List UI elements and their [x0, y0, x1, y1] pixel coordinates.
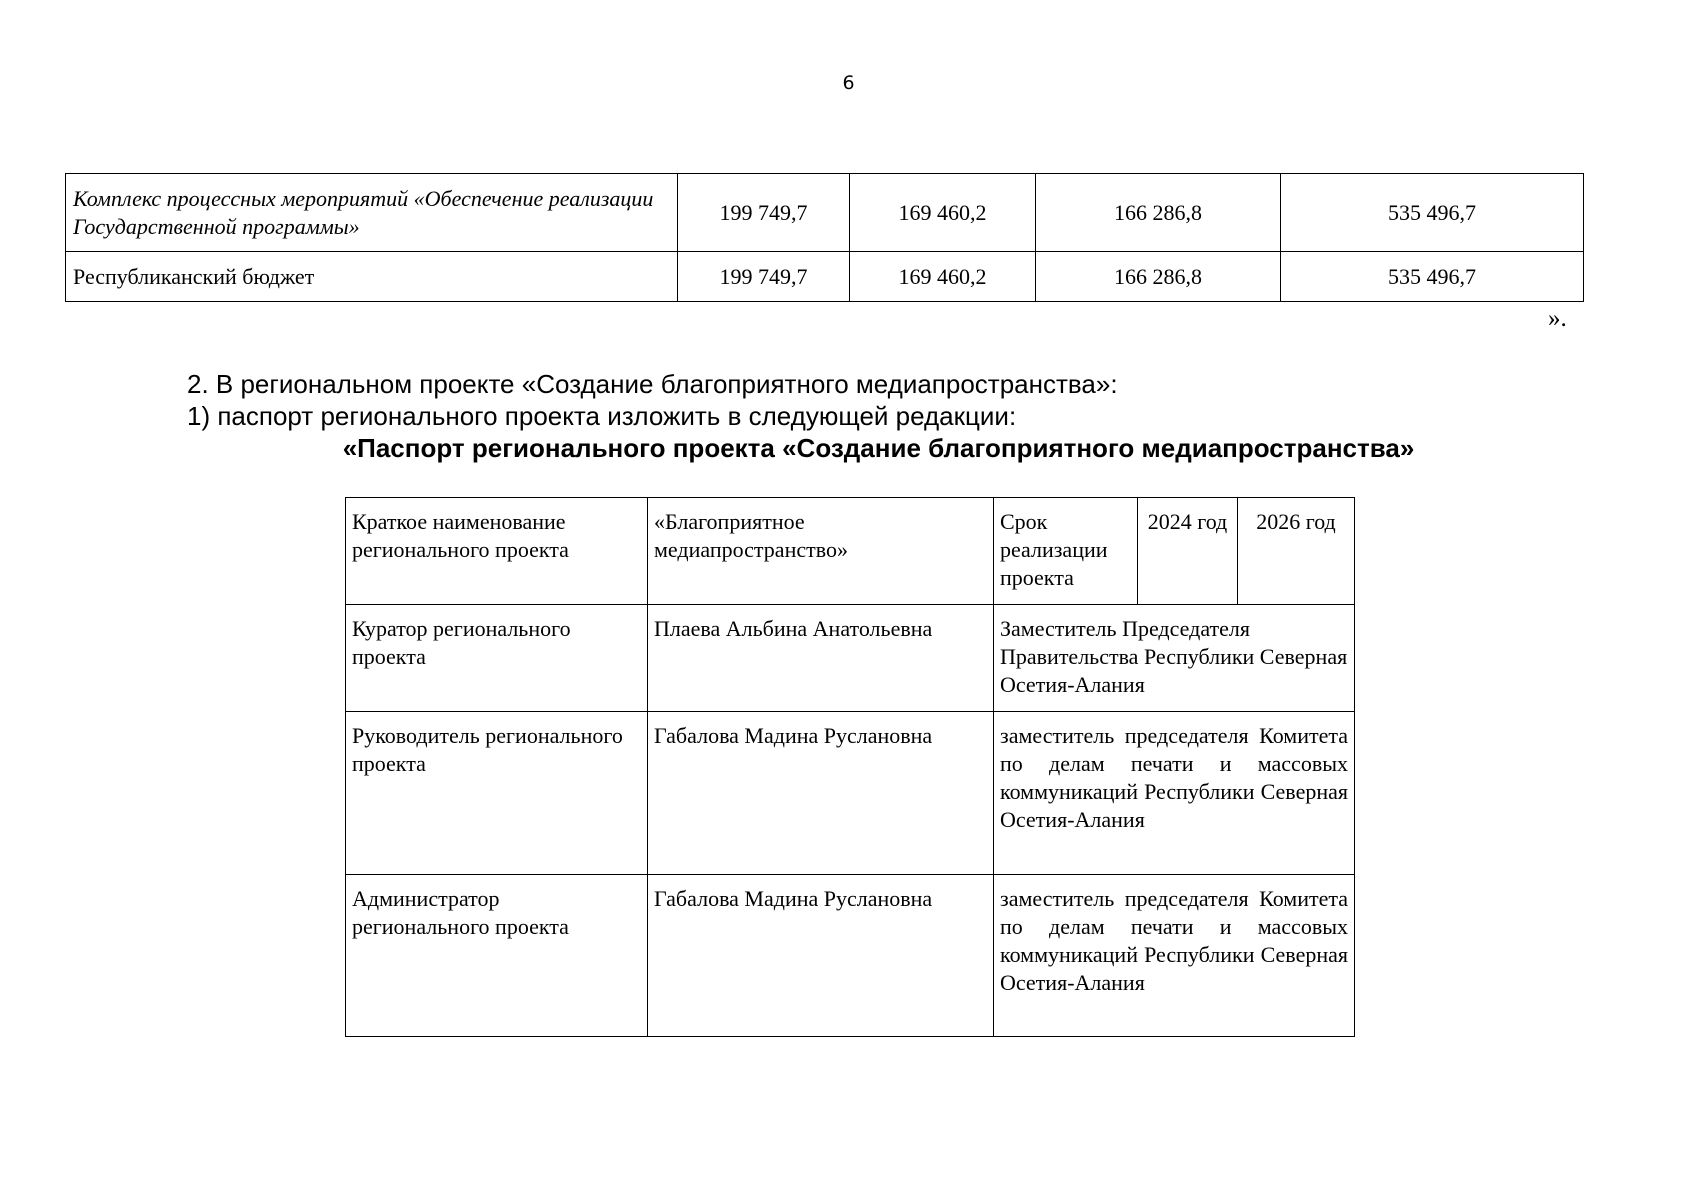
row-label: Комплекс процессных мероприятий «Обеспечение реализации Государственной программы»: [66, 174, 678, 252]
value-cell: 166 286,8: [1036, 252, 1281, 302]
table-row: [346, 605, 1355, 712]
value-cell: 166 286,8: [1036, 174, 1281, 252]
value-cell: 199 749,7: [678, 174, 850, 252]
passport-heading: «Паспорт регионального проекта «Создание благоприятного медиапространства»: [342, 433, 1415, 463]
short-name-label: Краткое наименование регионального проекта: [346, 498, 648, 605]
paragraph-item-2: 2. В региональном проекте «Создание благоприятного медиапространства»:: [187, 369, 1118, 399]
admin-position: заместитель председателя Комитета по делам печати и массовых коммуникаций Республики Северная Осетия-Алания: [994, 875, 1355, 1037]
table-row: [346, 498, 1355, 605]
admin-label: Администратор регионального проекта: [346, 875, 648, 1037]
page-number: 6: [842, 72, 855, 94]
value-cell: 535 496,7: [1281, 174, 1584, 252]
head-name: Габалова Мадина Руслановна: [648, 712, 994, 875]
value-cell: 199 749,7: [678, 252, 850, 302]
table-row: [346, 712, 1355, 875]
short-name-value: «Благоприятное медиапространство»: [648, 498, 994, 605]
value-cell: 535 496,7: [1281, 252, 1584, 302]
table-row: [346, 875, 1355, 1037]
term-label: Срок реализации проекта: [994, 498, 1138, 605]
head-label: Руководитель регионального проекта: [346, 712, 648, 875]
table-row: [66, 252, 1584, 302]
paragraph-subitem-1: 1) паспорт регионального проекта изложить в следующей редакции:: [187, 401, 1017, 431]
year-end: 2026 год: [1238, 498, 1355, 605]
value-cell: 169 460,2: [850, 174, 1036, 252]
value-cell: 169 460,2: [850, 252, 1036, 302]
passport-table: [345, 497, 1355, 1037]
closing-quote: ».: [1548, 305, 1567, 332]
funding-table: [65, 173, 1584, 302]
row-label: Республиканский бюджет: [66, 252, 678, 302]
table-row: [66, 174, 1584, 252]
curator-name: Плаева Альбина Анатольевна: [648, 605, 994, 712]
year-start: 2024 год: [1138, 498, 1238, 605]
admin-name: Габалова Мадина Руслановна: [648, 875, 994, 1037]
curator-label: Куратор регионального проекта: [346, 605, 648, 712]
head-position: заместитель председателя Комитета по делам печати и массовых коммуникаций Республики Северная Осетия-Алания: [994, 712, 1355, 875]
curator-position: Заместитель Председателя Правительства Республики Северная Осетия-Алания: [994, 605, 1355, 712]
